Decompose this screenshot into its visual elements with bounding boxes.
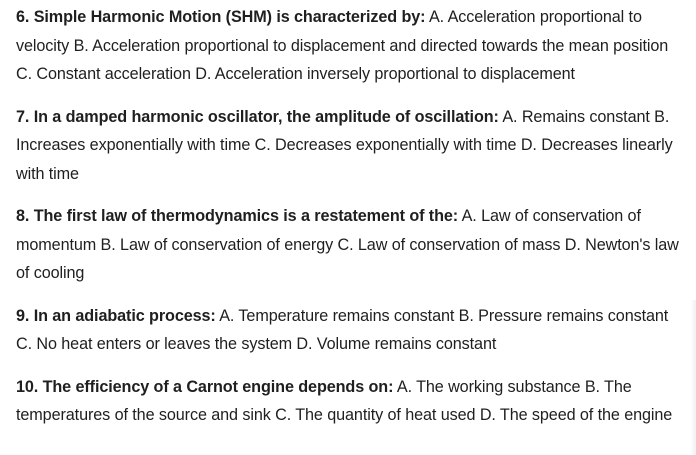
question-stem: 6. Simple Harmonic Motion (SHM) is characterized by: (16, 8, 426, 26)
scroll-edge-shadow (690, 300, 696, 455)
question-stem: 10. The efficiency of a Carnot engine depends on: (16, 377, 394, 396)
question-stem: 7. In a damped harmonic oscillator, the amplitude of oscillation: (16, 107, 499, 126)
question-options: A. Remains constant B. Increases exponentially with time C. Decreases exponentially with time D. Decreases linearly with time (16, 107, 673, 183)
question-options: A. The working substance B. The temperatures of the source and sink C. The quantity of heat used D. The speed of the engine (16, 377, 673, 424)
question-options: A. Temperature remains constant B. Pressure remains constant C. No heat enters or leaves the system D. Volume remains constant (16, 306, 669, 353)
question-7 (16, 103, 680, 189)
question-9 (16, 302, 680, 359)
question-options: A. Law of conservation of momentum B. Law of conservation of energy C. Law of conservation of mass D. Newton's law of cooling (16, 207, 679, 282)
question-6 (16, 3, 680, 89)
question-stem: 8. The first law of thermodynamics is a restatement of the: (16, 207, 459, 225)
question-10 (16, 373, 680, 430)
question-list (16, 3, 680, 444)
question-8 (16, 202, 680, 288)
question-stem: 9. In an adiabatic process: (16, 306, 216, 325)
question-options: A. Acceleration proportional to velocity B. Acceleration proportional to displacement and directed towards the mean position C. Constant acceleration D. Acceleration inversely proportional to displacement (16, 8, 669, 83)
